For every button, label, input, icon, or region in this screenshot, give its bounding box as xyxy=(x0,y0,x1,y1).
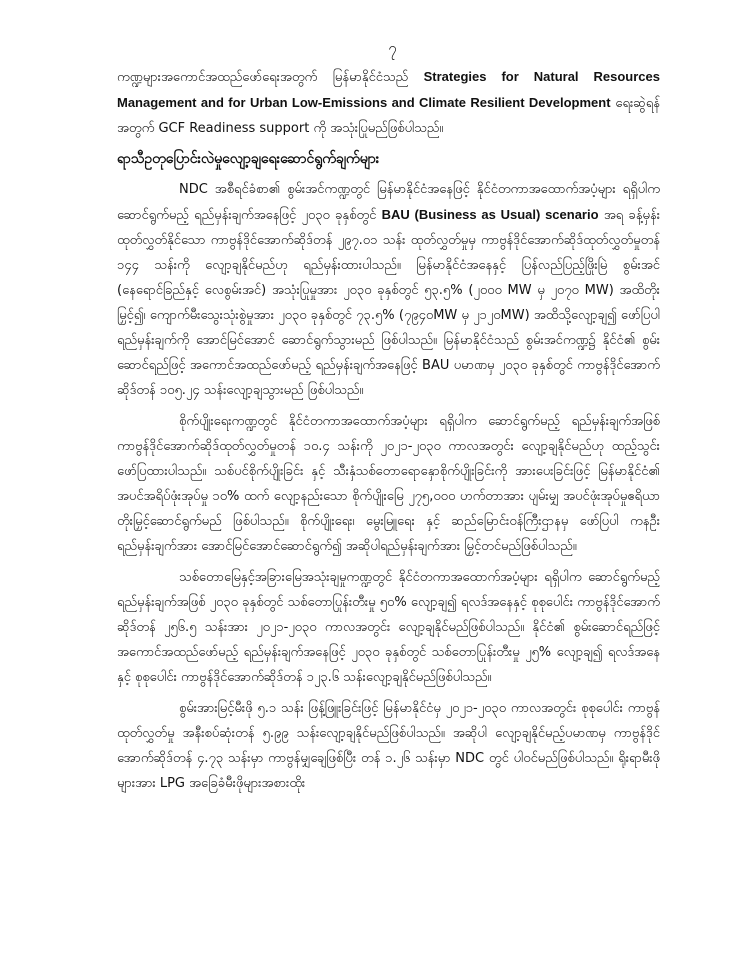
intro-paragraph xyxy=(117,64,660,141)
cookstove-paragraph: စွမ်းအားမြင့်မီးဖို ၅.၁ သန်း ဖြန့်ဖြူးခြင်းဖြင့် မြန်မာနိုင်ငံမှ ၂၀၂၁-၂၀၃၀ ကာလအတွင်း စုစုပေါင်း ကာဗွန်ထုတ်လွှတ်မှု အနီးစပ်ဆုံးတန် ၅.၉၉ သန်းလျော့ချနိုင်မည်ဖြစ်ပါသည်။ အဆိုပါ လျော့ချနိုင်မည့်ပမာဏမှ ကာဗွန်ဒိုင်အောက်ဆိုဒ်တန် ၄.၇၃ သန်းမှာ ကာဗွန်မျှချေဖြစ်ပြီး တန် ၁.၂၆ သန်းမှာ NDC တွင် ပါဝင်မည်ဖြစ်ပါသည်။ ရိုးရာမီးဖိုများအား LPG အခြေခံမီးဖိုများအစားထိုး xyxy=(117,701,660,791)
page-number: ၇ xyxy=(388,39,397,57)
forestry-paragraph: သစ်တောမြေနှင့်အခြားမြေအသုံးချမှုကဏ္ဍတွင် နိုင်ငံတကာအထောက်အပံ့များ ရရှိပါက ဆောင်ရွက်မည့် ရည်မှန်းချက်အဖြစ် ၂၀၃၀ ခုနှစ်တွင် သစ်တောပြုန်းတီးမှု ၅၀% လျော့ချ၍ ရလဒ်အနေနှင့် စုစုပေါင်း ကာဗွန်ဒိုင်အောက်ဆိုဒ်တန် ၂၅၆.၅ သန်းအား ၂၀၂၁-၂၀၃၀ ကာလအတွင်း လျော့ချနိုင်မည်ဖြစ်ပါသည်။ နိုင်ငံ၏ စွမ်းဆောင်ရည်ဖြင့် အကောင်အထည်ဖော်မည့် ရည်မှန်းချက်အနေဖြင့် ၂၀၃၀ ခုနှစ်တွင် သစ်တောပြုန်းတီးမှု ၂၅% လျော့ချ၍ ရလဒ်အနေနှင့် စုစုပေါင်း ကာဗွန်ဒိုင်အောက်ဆိုဒ်တန် ၁၂၃.၆ သန်းလျော့ချနိုင်မည်ဖြစ်ပါသည်။ xyxy=(117,570,660,685)
section-heading: ရာသီဥတုပြောင်းလဲမှုလျော့ချရေးဆောင်ရွက်ချက်များ xyxy=(117,151,380,167)
intro-text-1: ကဏ္ဍများအကောင်အထည်ဖော်ရေးအတွက် မြန်မာနိုင်ငံသည် xyxy=(117,70,424,85)
energy-paragraph xyxy=(117,177,660,403)
energy-text-3: အရ ခန့်မှန်းထုတ်လွှတ်နိုင်သော ကာဗွန်ဒိုင်အောက်ဆိုဒ်တန် ၂၉၇.၀၁ သန်း ထုတ်လွှတ်မှုမှ ကာဗွန်ဒိုင်အောက်ဆိုဒ်ထုတ်လွှတ်မှုတန် ၁၄၄ သန်းကို လျော့ချနိုင်မည်ဟု ရည်မှန်းထားပါသည်။ မြန်မာနိုင်ငံအနေနှင့် ပြန်လည်ပြည့်ဖြိုးမြဲ စွမ်းအင် (နေရောင်ခြည်နှင့် လေစွမ်းအင်) အသုံးပြုမှုအား ၂၀၃၀ ခုနှစ်တွင် ၅၃.၅% (၂၀၀၀ MW မှ ၂၀၇၀ MW) အထိတိုးမြှင့်၍၊ ကျောက်မီးသွေးသုံးစွဲမှုအား ၂၀၃၀ ခုနှစ်တွင် ၇၃.၅% (၇၉၄၀MW မှ ၂၁၂၀MW) အထိသို့လျော့ချ၍ ဖော်ပြပါရည်မှန်းချက်ကို အောင်မြင်အောင် ဆောင်ရွက်သွားမည် ဖြစ်ပါသည်။ မြန်မာနိုင်ငံသည် စွမ်းအင်ကဏ္ဍ၌ နိုင်ငံ၏ စွမ်းဆောင်ရည်ဖြင့် အကောင်အထည်ဖော်မည့် ရည်မှန်းချက်အနေဖြင့် BAU ပမာဏမှ ၂၀၃၀ ခုနှစ်တွင် ကာဗွန်ဒိုင်အောက်ဆိုဒ်တန် ၁၀၅.၂၄ သန်းလျော့ချသွားမည် ဖြစ်ပါသည်။ xyxy=(117,208,660,398)
energy-text-1: NDC အစီရင်ခံစာ၏ စွမ်းအင်ကဏ္ဍတွင် မြန်မာနိုင်ငံအနေဖြင့် နိုင်ငံတကာအထောက်အပံ့များ ရရှိပါက ဆောင်ရွက်မည့် ရည်မှန်းချက်အနေဖြင့် ၂၀၃၀ ခုနှစ်တွင် xyxy=(117,182,660,223)
intro-strategies-title: Strategies for Natural Resources Management and for Urban Low-Emissions and Climate Resilient Development xyxy=(117,69,660,110)
intro-text-3: ရေးဆွဲရန်အတွက် GCF Readiness support ကို အသုံးပြုမည်ဖြစ်ပါသည်။ xyxy=(117,96,661,136)
bau-scenario-term: BAU (Business as Usual) scenario xyxy=(381,207,599,222)
agriculture-paragraph: စိုက်ပျိုးရေးကဏ္ဍတွင် နိုင်ငံတကာအထောက်အပံ့များ ရရှိပါက ဆောင်ရွက်မည့် ရည်မှန်းချက်အဖြစ် ကာဗွန်ဒိုင်အောက်ဆိုဒ်ထုတ်လွှတ်မှုတန် ၁၀.၄ သန်းကို ၂၀၂၁-၂၀၃၀ ကာလအတွင်း လျော့ချနိုင်မည်ဟု ထည့်သွင်းဖော်ပြထားပါသည်။ သစ်ပင်စိုက်ပျိုးခြင်း နှင့် သီးနှံသစ်တောရောနှောစိုက်ပျိုးခြင်းကို အားပေးခြင်းဖြင့် မြန်မာနိုင်ငံ၏ အပင်အရိပ်ဖုံးအုပ်မှု ၁၀% ထက် လျော့နည်းသော စိုက်ပျိုးမြေ ၂၇၅,၀၀၀ ဟက်တာအား ပျမ်းမျှ အပင်ဖုံးအုပ်မှုဧရိယာ တိုးမြှင့်ဆောင်ရွက်မည် ဖြစ်ပါသည်။ စိုက်ပျိုးရေး၊ မွေးမြူရေး နှင့် ဆည်မြောင်းဝန်ကြီးဌာနမှ ဖော်ပြပါ ကနဦးရည်မှန်းချက်အား အောင်မြင်အောင်ဆောင်ရွက်၍ အဆိုပါရည်မှန်းချက်အား မြှင့်တင်မည်ဖြစ်ပါသည်။ xyxy=(117,414,660,554)
